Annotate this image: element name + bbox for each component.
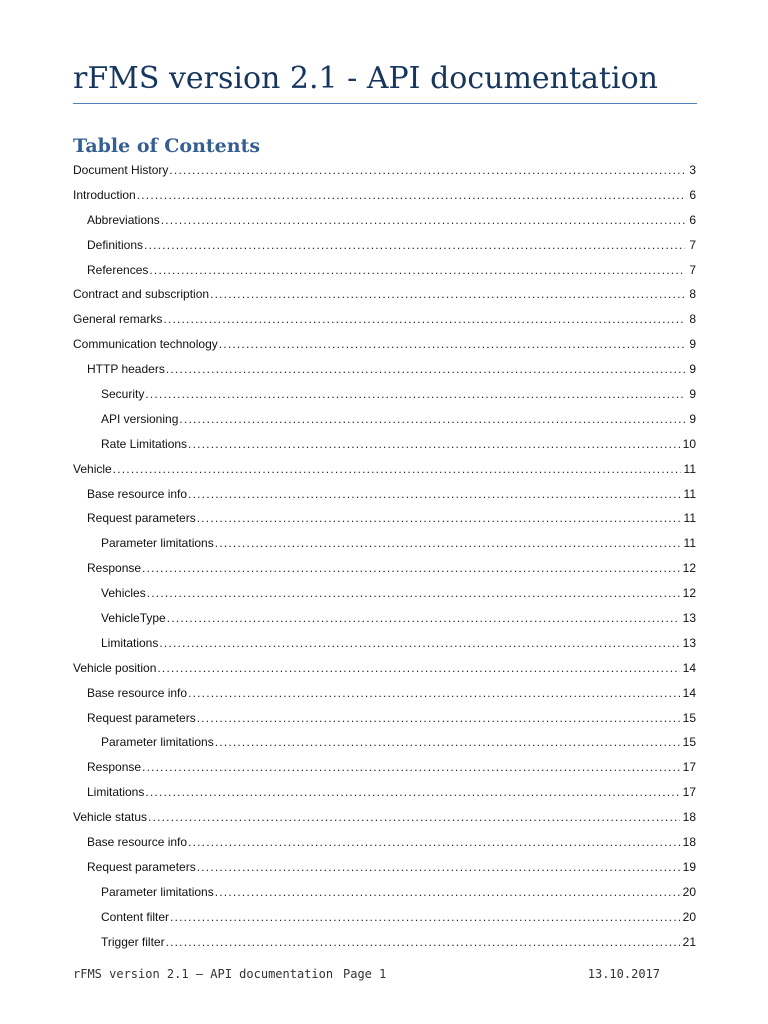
- toc-entry-page: 9: [689, 411, 696, 426]
- toc-entry-page: 8: [689, 312, 696, 327]
- toc-entry-page: 15: [682, 710, 696, 725]
- toc-entry-label: Parameter limitations: [101, 884, 214, 899]
- toc-entry-page: 7: [689, 237, 696, 252]
- toc-entry-page: 3: [689, 163, 696, 177]
- toc-entry-page: 9: [689, 362, 696, 377]
- title-underline: [73, 103, 697, 104]
- toc-entry-page: 12: [682, 586, 696, 601]
- toc-entry[interactable]: [73, 506, 696, 531]
- toc-entry[interactable]: [73, 233, 696, 258]
- toc-dot-leader: [159, 631, 679, 656]
- toc-entry-page: 11: [683, 461, 696, 476]
- toc-entry-page: 6: [689, 187, 696, 202]
- toc-dot-leader: [148, 805, 680, 830]
- toc-entry[interactable]: [73, 357, 696, 382]
- toc-dot-leader: [149, 258, 685, 283]
- toc-entry[interactable]: [73, 158, 696, 183]
- toc-entry-label: References: [87, 262, 149, 277]
- toc-entry-label: Response: [87, 561, 142, 576]
- toc-dot-leader: [144, 233, 685, 258]
- footer-date: 13.10.2017: [587, 967, 660, 981]
- toc-entry-page: 21: [682, 934, 696, 949]
- toc-dot-leader: [188, 830, 680, 855]
- toc-entry[interactable]: [73, 556, 696, 581]
- toc-entry-label: Security: [101, 387, 145, 402]
- toc-entry-label: Contract and subscription: [73, 287, 210, 302]
- toc-entry-label: API versioning: [101, 411, 179, 426]
- toc-entry-label: HTTP headers: [87, 362, 165, 377]
- toc-dot-leader: [166, 357, 685, 382]
- toc-entry-label: Communication technology: [73, 337, 218, 352]
- toc-entry-label: Parameter limitations: [101, 536, 214, 551]
- toc-entry-label: Base resource info: [87, 685, 188, 700]
- toc-entry-page: 18: [682, 835, 696, 850]
- toc-entry-label: Base resource info: [87, 486, 188, 501]
- toc-dot-leader: [161, 208, 685, 233]
- toc-entry[interactable]: [73, 208, 696, 233]
- toc-entry-page: 20: [682, 884, 696, 899]
- toc-entry-label: Trigger filter: [101, 934, 165, 949]
- toc-dot-leader: [145, 780, 679, 805]
- toc-entry-page: 9: [689, 337, 696, 352]
- toc-entry[interactable]: [73, 407, 696, 432]
- toc-entry-label: Request parameters: [87, 511, 196, 526]
- toc-entry[interactable]: [73, 755, 696, 780]
- page-footer: [73, 965, 660, 983]
- toc-entry-page: 11: [683, 486, 696, 501]
- toc-dot-leader: [210, 282, 685, 307]
- toc-entry-label: Response: [87, 760, 142, 775]
- toc-entry[interactable]: [73, 432, 696, 457]
- toc-entry-page: 17: [682, 760, 696, 775]
- toc-entry[interactable]: [73, 780, 696, 805]
- toc-entry-page: 12: [682, 561, 696, 576]
- toc-entry-page: 19: [682, 859, 696, 874]
- toc-entry[interactable]: [73, 631, 696, 656]
- toc-entry[interactable]: [73, 706, 696, 731]
- toc-entry-page: 18: [682, 810, 696, 825]
- toc-dot-leader: [197, 506, 681, 531]
- toc-dot-leader: [137, 183, 685, 208]
- toc-dot-leader: [197, 706, 680, 731]
- toc-entry-page: 11: [683, 511, 696, 526]
- toc-dot-leader: [188, 432, 680, 457]
- toc-entry-page: 14: [682, 660, 696, 675]
- toc-dot-leader: [188, 482, 680, 507]
- toc-dot-leader: [142, 755, 680, 780]
- toc-entry-label: Vehicle status: [73, 810, 148, 825]
- toc-entry[interactable]: [73, 482, 696, 507]
- toc-entry[interactable]: [73, 606, 696, 631]
- toc-entry-label: Limitations: [87, 785, 145, 800]
- toc-dot-leader: [167, 606, 680, 631]
- toc-entry-page: 10: [682, 436, 696, 451]
- toc-entry-label: Vehicle: [73, 461, 112, 476]
- toc-dot-leader: [219, 332, 685, 357]
- toc-entry-label: Definitions: [87, 237, 144, 252]
- toc-entry-page: 17: [682, 785, 696, 800]
- toc-entry-label: Rate Limitations: [101, 436, 188, 451]
- toc-entry-label: Base resource info: [87, 835, 188, 850]
- footer-document-title: rFMS version 2.1 – API documentation: [73, 967, 334, 981]
- toc-dot-leader: [157, 656, 679, 681]
- toc-entry-label: Vehicles: [101, 586, 146, 601]
- toc-entry-label: Abbreviations: [87, 212, 160, 227]
- toc-entry-page: 14: [682, 685, 696, 700]
- toc-heading: Table of Contents: [73, 135, 261, 157]
- toc-dot-leader: [188, 681, 680, 706]
- toc-entry[interactable]: [73, 880, 696, 905]
- toc-entry-label: VehicleType: [101, 611, 166, 626]
- toc-entry-label: Parameter limitations: [101, 735, 214, 750]
- toc-dot-leader: [197, 855, 680, 880]
- toc-dot-leader: [166, 930, 680, 955]
- toc-entry[interactable]: [73, 581, 696, 606]
- toc-entry[interactable]: [73, 681, 696, 706]
- toc-entry[interactable]: [73, 282, 696, 307]
- toc-dot-leader: [113, 457, 681, 482]
- toc-dot-leader: [147, 581, 680, 606]
- toc-entry-label: Document History: [73, 163, 169, 177]
- toc-entry-label: Limitations: [101, 635, 159, 650]
- toc-entry-label: General remarks: [73, 312, 163, 327]
- toc-dot-leader: [142, 556, 680, 581]
- toc-entry-page: 11: [683, 536, 696, 551]
- toc-entry[interactable]: [73, 332, 696, 357]
- toc-entry-page: 20: [682, 909, 696, 924]
- toc-entry[interactable]: [73, 382, 696, 407]
- toc-entry-page: 13: [682, 635, 696, 650]
- toc-entry[interactable]: [73, 457, 696, 482]
- toc-entry[interactable]: [73, 805, 696, 830]
- toc-entry[interactable]: [73, 855, 696, 880]
- toc-dot-leader: [215, 880, 680, 905]
- toc-entry-label: Request parameters: [87, 710, 196, 725]
- toc-entry[interactable]: [73, 656, 696, 681]
- document-title: rFMS version 2.1 - API documentation: [73, 61, 658, 96]
- toc-entry-label: Vehicle position: [73, 660, 157, 675]
- toc-dot-leader: [215, 531, 681, 556]
- toc-entry[interactable]: [73, 307, 696, 332]
- toc-entry[interactable]: [73, 531, 696, 556]
- toc-entry-page: 13: [682, 611, 696, 626]
- toc-entry-label: Introduction: [73, 187, 136, 202]
- toc-entry-page: 9: [689, 387, 696, 402]
- toc-entry[interactable]: [73, 730, 696, 755]
- toc-entry-page: 15: [682, 735, 696, 750]
- toc-entry-label: Content filter: [101, 909, 170, 924]
- toc-dot-leader: [169, 158, 685, 183]
- toc-entry-page: 6: [689, 212, 696, 227]
- toc-dot-leader: [170, 905, 680, 930]
- toc-dot-leader: [179, 407, 685, 432]
- toc-dot-leader: [215, 730, 680, 755]
- toc-dot-leader: [145, 382, 685, 407]
- toc-entry[interactable]: [73, 930, 696, 955]
- toc-entry[interactable]: [73, 183, 696, 208]
- toc-entry[interactable]: [73, 905, 696, 930]
- table-of-contents: [73, 158, 696, 955]
- footer-page-number: Page 1: [343, 967, 387, 981]
- toc-entry-label: Request parameters: [87, 859, 196, 874]
- toc-dot-leader: [163, 307, 685, 332]
- toc-entry-page: 8: [689, 287, 696, 302]
- toc-entry-page: 7: [689, 262, 696, 277]
- toc-entry[interactable]: [73, 258, 696, 283]
- toc-entry[interactable]: [73, 830, 696, 855]
